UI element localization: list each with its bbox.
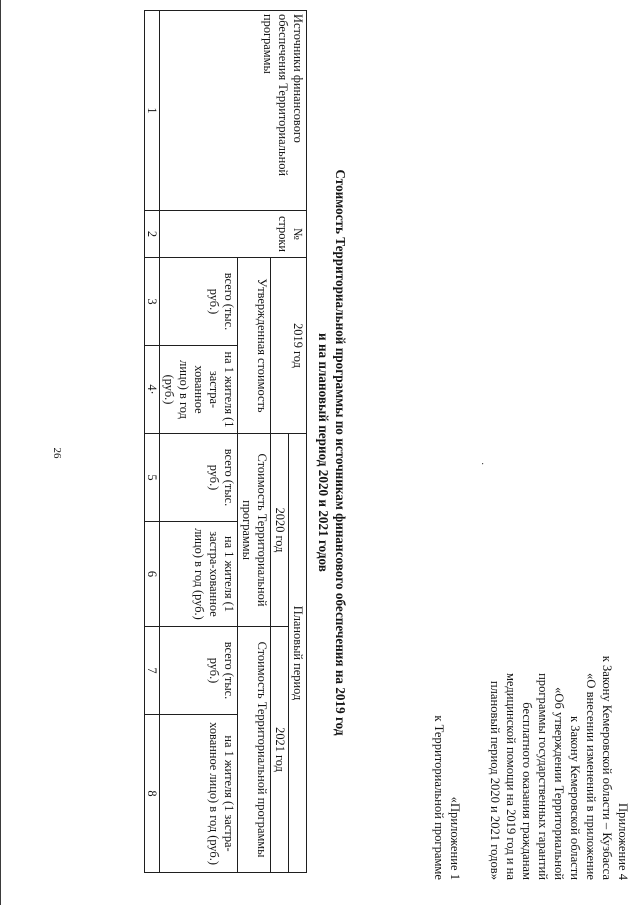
header-line: к Закону Кемеровской области [568,715,582,880]
column-number: 1 [145,11,160,211]
header-row-number: № строки [160,211,307,258]
header-year-2020: 2020 год [271,434,289,627]
header-total-2019: всего (тыс. руб.) [160,258,238,346]
column-number: 2 [145,211,160,258]
header-source: Источники финансового обеспечения Территориальной программы [160,11,307,211]
document-title [315,45,349,860]
column-number: 4· [145,346,160,434]
annex-ref-line: к Территориальной программе [432,715,446,880]
header-year-2019: 2019 год [271,258,307,434]
annex-ref-line: «Приложение 1 [448,796,462,880]
column-number: 7 [145,627,160,715]
header-year-2021: 2021 год [271,627,289,873]
annex-reference [431,620,463,880]
document-sheet [1,0,640,905]
column-number: 3 [145,258,160,346]
header-planned-period: Плановый период [289,434,307,873]
header-line: к Закону Кемеровской области – Кузбасса [600,655,614,880]
header-line: программы государственных гарантий [536,673,550,880]
header-line: медицинской помощи на 2019 год и на [504,672,518,880]
column-number: 8 [145,715,160,873]
header-line: Приложение 4 [616,802,630,880]
page-number: 26 [51,447,63,459]
header-line: «Об утверждении Территориальной [552,687,566,880]
header-per-resident-2019: на 1 жителя (1 застра-хованное лицо) в год (руб.) [160,346,238,434]
column-number-row [145,11,160,873]
header-approved-cost: Утвержденная стоимость [238,258,271,434]
stray-mark: · [476,462,487,466]
annex-header [487,540,631,880]
header-program-cost-2021: Стоимость Территориальной программы [238,627,271,873]
header-line: «О внесении изменений в приложение [584,673,598,880]
header-program-cost-2020: Стоимость Территориальной программы [238,434,271,627]
header-per-resident-2020: на 1 жителя (1 застра-хованное лицо) в год (руб.) [160,522,238,627]
column-number: 5 [145,434,160,522]
cost-table [144,10,307,873]
header-line: плановый период 2020 и 2021 годов» [488,680,502,880]
header-per-resident-2021: на 1 жителя (1 застра-хованное лицо) в год (руб.) [160,715,238,873]
column-number: 6 [145,522,160,627]
title-line: и на плановый период 2020 и 2021 годов [316,333,331,572]
header-total-2020: всего (тыс. руб.) [160,434,238,522]
title-line: Стоимость Территориальной программы по источникам финансового обеспечения на 2019 год [333,169,348,736]
header-total-2021: всего (тыс. руб.) [160,627,238,715]
header-line: бесплатного оказания гражданам [520,702,534,880]
